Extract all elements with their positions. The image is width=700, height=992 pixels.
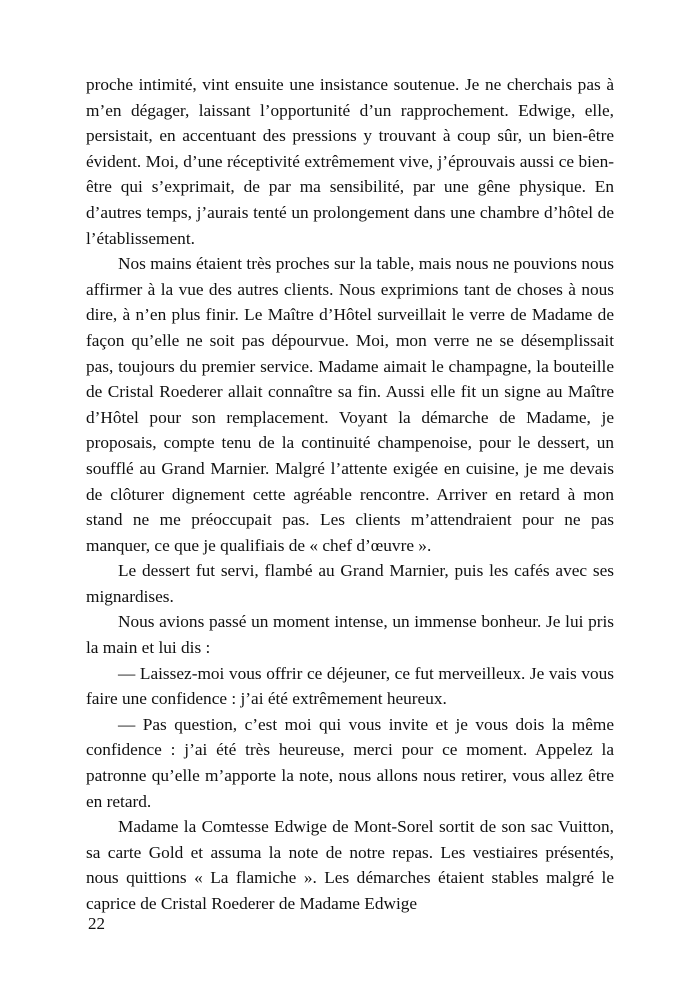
paragraph-5: Madame la Comtesse Edwige de Mont-Sorel sortit de son sac Vuitton, sa carte Gold et assuma la note de notre repas. Les vestiaires présentés, nous quittions « La flamiche ». Les démarches étaient stables malgré le caprice de Cristal Roederer de Madame Edwige bbox=[86, 817, 614, 913]
dialogue-line-1: — Laissez-moi vous offrir ce déjeuner, ce fut merveilleux. Je vais vous faire une confidence : j’ai été extrêmement heureux. bbox=[86, 663, 614, 709]
page-body bbox=[86, 72, 614, 917]
paragraph-1: proche intimité, vint ensuite une insistance soutenue. Je ne cherchais pas à m’en dégager, laissant l’opportunité d’un rapprochement. Edwige, elle, persistait, en accentuant des pressions y trouvant à coup sûr, un bien-être évident. Moi, d’une réceptivité extrêmement vive, j’éprouvais aussi ce bien-être qui s’exprimait, de par ma sensibilité, par une gêne physique. En d’autres temps, j’aurais tenté un prolongement dans une chambre d’hôtel de l’établissement. bbox=[86, 75, 614, 248]
paragraph-3: Le dessert fut servi, flambé au Grand Marnier, puis les cafés avec ses mignardises. bbox=[86, 561, 614, 606]
paragraph-4: Nous avions passé un moment intense, un immense bonheur. Je lui pris la main et lui dis : bbox=[86, 612, 614, 658]
page-number: 22 bbox=[88, 914, 105, 933]
paragraph-2: Nos mains étaient très proches sur la table, mais nous ne pouvions nous affirmer à la vue des autres clients. Nous exprimions tant de choses à nous dire, à n’en plus finir. Le Maître d’Hôtel surveillait le verre de Madame de façon qu’elle ne soit pas dépourvue. Moi, mon verre ne se désemplissait pas, toujours du premier service. Madame aimait le champagne, la bouteille de Cristal Roederer allait connaître sa fin. Aussi elle fit un signe au Maître d’Hôtel pour son remplacement. Voyant la démarche de Madame, je proposais, compte tenu de la continuité champenoise, pour le dessert, un soufflé au Grand Marnier. Malgré l’attente exigée en cuisine, je me devais de clôturer dignement cette agréable rencontre. Arriver en retard à mon stand ne me préoccupait pas. Les clients m’attendraient pour ne pas manquer, ce que je qualifiais de « chef d’œuvre ». bbox=[86, 254, 614, 555]
dialogue-line-2: — Pas question, c’est moi qui vous invite et je vous dois la même confidence : j’ai été très heureuse, merci pour ce moment. Appelez la patronne qu’elle m’apporte la note, nous allons nous retirer, vous allez être en retard. bbox=[86, 714, 614, 811]
